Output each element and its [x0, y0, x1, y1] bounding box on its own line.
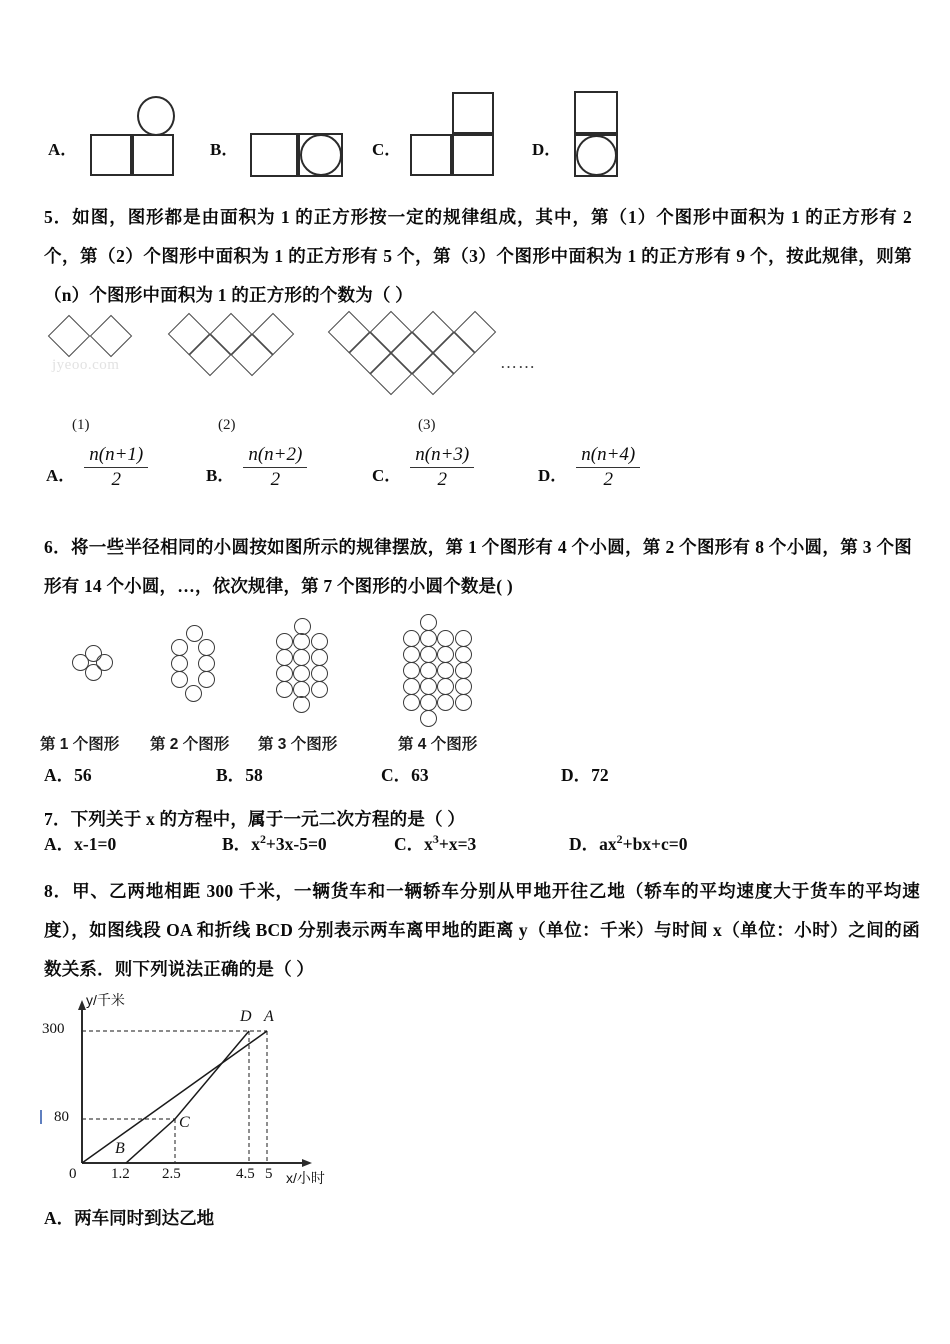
- q7-option-b-expr: x: [251, 834, 260, 854]
- small-circle: [171, 639, 188, 656]
- q7-option-c-label: C．: [394, 834, 425, 854]
- q4-option-b-label: B．: [210, 140, 239, 159]
- q7-option-c-expr: x: [424, 834, 433, 854]
- small-circle: [420, 630, 437, 647]
- fraction-denominator: 2: [243, 467, 307, 491]
- x-axis-arrow: [302, 1159, 312, 1167]
- square-shape: [132, 134, 174, 176]
- q7-option-d-sup: 2: [616, 832, 623, 847]
- q8-question-text: [44, 872, 920, 989]
- q6-body: 将一些半径相同的小圆按如图所示的规律摆放，第 1 个图形有 4 个小圆，第 2 个图形有 8 个小圆，第 3 个图形有 14 个小圆，…，依次规律，第 7 个图形的小圆个数是( ): [44, 537, 912, 596]
- q7-option-c-post: +x=3: [438, 834, 477, 854]
- small-circle: [171, 655, 188, 672]
- point-label-A: A: [264, 1008, 274, 1025]
- q6-option-b-label: B．: [216, 765, 246, 785]
- q4-option-b[interactable]: [210, 78, 390, 178]
- fraction-denominator: 2: [576, 467, 640, 491]
- q6-option-c[interactable]: [381, 762, 561, 787]
- q7-option-c-sup: 3: [432, 832, 439, 847]
- small-circle: [420, 678, 437, 695]
- q6-option-d-label: D．: [561, 765, 592, 785]
- q8-option-a-value: 两车同时到达乙地: [74, 1208, 215, 1228]
- circle-shape: [576, 135, 617, 176]
- fraction: [410, 444, 474, 491]
- q6-figure-4: [390, 612, 510, 732]
- small-circle: [403, 678, 420, 695]
- chart-svg: [52, 988, 352, 1198]
- q5-option-d-label: D．: [538, 466, 568, 485]
- q7-option-c[interactable]: [394, 831, 569, 856]
- y-tick-300: 300: [42, 1021, 65, 1037]
- small-circle: [293, 665, 310, 682]
- q7-body: 下列关于 x 的方程中，属于一元二次方程的是（ ）: [70, 809, 466, 829]
- square-shape: [452, 92, 494, 134]
- q8-answer-options: [44, 1205, 924, 1230]
- fraction: [576, 444, 640, 491]
- fraction-numerator: n(n+1): [89, 444, 144, 465]
- q5-option-a-label: A．: [46, 466, 76, 485]
- q4-shape-options-row: [0, 78, 950, 178]
- q7-option-b[interactable]: [222, 831, 394, 856]
- fraction-numerator: n(n+4): [581, 444, 636, 465]
- small-circle: [403, 646, 420, 663]
- q7-option-b-sup: 2: [259, 832, 266, 847]
- small-circle: [276, 665, 293, 682]
- q7-answer-options: [44, 831, 944, 856]
- fraction: [84, 444, 148, 491]
- q4-option-c-label: C．: [372, 140, 402, 159]
- small-circle: [293, 696, 310, 713]
- fraction-denominator: 2: [84, 467, 148, 491]
- q5-body: 如图，图形都是由面积为 1 的正方形按一定的规律组成，其中，第（1）个图形中面积为 1 的正方形有 2 个，第（2）个图形中面积为 1 的正方形有 5 个，第（3）个图形中面积为 1 的正方形有 9 个，按此规律，则第（n）个图形中面积为 1 的正方形的个数为（ ）: [44, 207, 913, 305]
- q6-option-d-value: 72: [591, 765, 609, 785]
- fraction-numerator: n(n+2): [248, 444, 303, 465]
- square-shape: [574, 91, 618, 134]
- small-circle: [455, 662, 472, 679]
- square-shape: [250, 133, 298, 177]
- small-circle: [403, 630, 420, 647]
- small-circle: [293, 633, 310, 650]
- q5-figure-2-caption: (2): [218, 417, 236, 433]
- diamond-cell: [90, 315, 132, 357]
- q5-figure-1-caption: (1): [72, 417, 90, 433]
- diamond-cell: [48, 315, 90, 357]
- small-circle: [311, 665, 328, 682]
- small-circle: [198, 639, 215, 656]
- q7-number: 7．: [44, 809, 71, 829]
- q5-figure-2: [170, 309, 320, 389]
- q6-figure-3-caption: 第 3 个图形: [258, 736, 338, 753]
- q6-circle-figures: [0, 612, 950, 752]
- q6-option-a-label: A．: [44, 765, 75, 785]
- q8-distance-time-chart: [42, 988, 352, 1198]
- square-shape: [410, 134, 452, 176]
- square-shape: [90, 134, 132, 176]
- small-circle: [171, 671, 188, 688]
- q5-figure-1: [48, 309, 158, 379]
- q5-diamond-figures: [0, 305, 950, 445]
- x-tick-5: 5: [265, 1166, 273, 1182]
- small-circle: [311, 649, 328, 666]
- q5-figure-3-caption: (3): [418, 417, 436, 433]
- small-circle: [198, 671, 215, 688]
- q5-question-text: [44, 198, 912, 315]
- q6-answer-options: [44, 762, 944, 787]
- small-circle: [420, 614, 437, 631]
- x-axis-label: x/小时: [286, 1170, 325, 1186]
- q5-option-c[interactable]: [372, 444, 474, 491]
- q6-option-c-value: 63: [411, 765, 429, 785]
- small-circle: [455, 646, 472, 663]
- small-circle: [311, 633, 328, 650]
- q7-option-b-label: B．: [222, 834, 252, 854]
- q8-body: 甲、乙两地相距 300 千米，一辆货车和一辆轿车分别从甲地开往乙地（轿车的平均速度大于货车的平均速度），如图线段 OA 和折线 BCD 分别表示两车离甲地的距离 y（单位：千米）与时间 x（单位：小时）之间的函数关系．则下列说法正确的是（ ）: [44, 881, 920, 979]
- circle-shape: [137, 96, 175, 136]
- q5-option-b[interactable]: [206, 444, 307, 491]
- small-circle: [420, 710, 437, 727]
- small-circle: [437, 646, 454, 663]
- q6-option-c-label: C．: [381, 765, 412, 785]
- small-circle: [186, 625, 203, 642]
- q6-figure-2-caption: 第 2 个图形: [150, 736, 230, 753]
- small-circle: [276, 649, 293, 666]
- small-circle: [276, 681, 293, 698]
- q5-ellipsis: ……: [500, 353, 536, 372]
- q8-option-a[interactable]: [44, 1205, 924, 1230]
- small-circle: [437, 694, 454, 711]
- small-circle: [85, 664, 102, 681]
- q4-option-d-label: D．: [532, 140, 562, 159]
- q7-option-d[interactable]: [569, 831, 688, 856]
- small-circle: [198, 655, 215, 672]
- small-circle: [403, 662, 420, 679]
- y-axis-blue-marker: [40, 1110, 42, 1124]
- q6-figure-1: [58, 612, 128, 722]
- q4-option-a-label: A．: [48, 140, 78, 159]
- q5-option-a[interactable]: [46, 444, 148, 491]
- small-circle: [437, 678, 454, 695]
- q7-option-d-post: +bx+c=0: [622, 834, 688, 854]
- q6-figure-2: [158, 612, 238, 722]
- q4-option-c[interactable]: [372, 78, 552, 178]
- q5-number: 5．: [44, 207, 73, 227]
- small-circle: [293, 649, 310, 666]
- small-circle: [311, 681, 328, 698]
- x-tick-2-5: 2.5: [162, 1166, 181, 1182]
- x-tick-4-5: 4.5: [236, 1166, 255, 1182]
- small-circle: [420, 694, 437, 711]
- q4-option-d[interactable]: [532, 78, 712, 178]
- small-circle: [420, 646, 437, 663]
- point-label-B: B: [115, 1140, 125, 1157]
- fraction: [243, 444, 307, 491]
- q6-option-b-value: 58: [245, 765, 263, 785]
- q6-option-b[interactable]: [216, 762, 381, 787]
- q6-figure-1-caption: 第 1 个图形: [40, 736, 120, 753]
- q5-option-c-label: C．: [372, 466, 402, 485]
- q7-option-d-expr: ax: [599, 834, 617, 854]
- y-tick-80: 80: [54, 1109, 69, 1125]
- q6-question-text: [44, 528, 912, 606]
- q6-option-a-value: 56: [74, 765, 92, 785]
- q6-number: 6．: [44, 537, 71, 557]
- small-circle: [185, 685, 202, 702]
- small-circle: [455, 678, 472, 695]
- small-circle: [403, 694, 420, 711]
- q7-option-a-label: A．: [44, 834, 75, 854]
- fraction-numerator: n(n+3): [415, 444, 470, 465]
- x-tick-0: 0: [69, 1166, 77, 1182]
- q7-option-a-expr: x‑1=0: [74, 834, 117, 854]
- circle-shape: [300, 134, 342, 176]
- point-label-D: D: [240, 1008, 252, 1025]
- fraction-denominator: 2: [410, 467, 474, 491]
- q6-figure-3: [262, 612, 362, 727]
- q4-option-a[interactable]: [48, 78, 218, 178]
- q7-option-a[interactable]: [44, 831, 222, 856]
- q7-option-d-label: D．: [569, 834, 600, 854]
- small-circle: [437, 630, 454, 647]
- small-circle: [276, 633, 293, 650]
- watermark-text: jyeoo.com: [52, 357, 120, 373]
- q8-option-a-label: A．: [44, 1208, 75, 1228]
- small-circle: [455, 694, 472, 711]
- q5-option-d[interactable]: [538, 444, 640, 491]
- small-circle: [455, 630, 472, 647]
- q6-figure-4-caption: 第 4 个图形: [398, 736, 478, 753]
- series-BCD-line: [126, 1031, 249, 1163]
- small-circle: [437, 662, 454, 679]
- y-axis-arrow: [78, 1000, 86, 1010]
- q5-answer-options: [0, 444, 950, 506]
- y-axis-label: y/千米: [86, 992, 125, 1008]
- q6-option-a[interactable]: [44, 762, 216, 787]
- q7-option-b-post: +3x‑5=0: [265, 834, 327, 854]
- square-shape: [452, 134, 494, 176]
- q6-option-d[interactable]: [561, 762, 609, 787]
- q5-option-b-label: B．: [206, 466, 235, 485]
- point-label-C: C: [179, 1114, 190, 1131]
- small-circle: [420, 662, 437, 679]
- x-tick-1-2: 1.2: [111, 1166, 130, 1182]
- q8-number: 8．: [44, 881, 73, 901]
